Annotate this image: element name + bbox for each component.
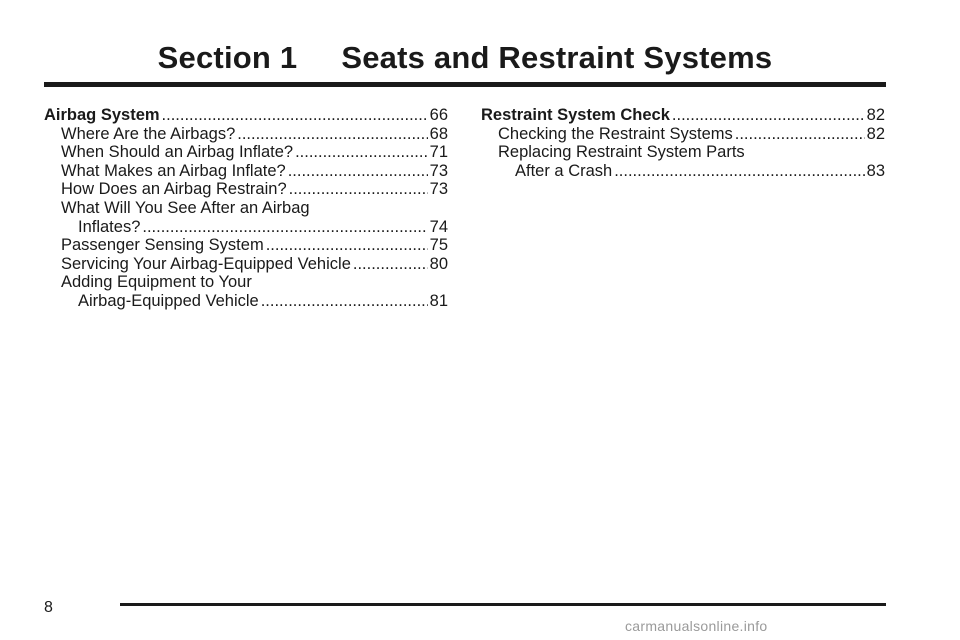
toc-page-number: 74 [429,217,448,236]
toc-entry-label: Where Are the Airbags? [61,124,236,143]
toc-entry-what-will-you-see-line1[interactable]: What Will You See After an Airbag [61,198,310,217]
toc-page-number: 68 [429,124,448,143]
dot-leader [735,125,865,144]
dot-leader [672,106,865,125]
toc-entry-label: What Makes an Airbag Inflate? [61,161,286,180]
footer-rule [120,603,886,606]
toc-entry-airbag-system[interactable] [44,106,448,125]
toc-entry-adding-equipment[interactable] [44,292,448,311]
toc-entry-label: Airbag System [44,106,160,124]
page-number: 8 [44,599,53,616]
toc-entry-label: Passenger Sensing System [61,236,264,255]
dot-leader [295,143,428,162]
dot-leader [162,106,428,125]
toc-entry-servicing-vehicle[interactable] [44,255,448,274]
dot-leader [237,125,427,144]
toc-entry-label: Checking the Restraint Systems [498,124,733,143]
toc-page-number: 82 [866,124,885,143]
toc-entry-checking-restraint[interactable] [481,125,885,144]
toc-entry-label: When Should an Airbag Inflate? [61,143,294,162]
toc-entry-adding-equipment-line1[interactable]: Adding Equipment to Your [61,273,252,292]
toc-page-number: 80 [429,254,448,273]
section-title: Section 1 Seats and Restraint Systems [157,40,773,75]
header-rule [44,82,886,87]
toc-entry-label: How Does an Airbag Restrain? [61,180,287,199]
toc-entry-when-should-inflate[interactable] [44,143,448,162]
toc-page-number: 73 [429,161,448,180]
toc-entry-label: Airbag-Equipped Vehicle [78,291,259,310]
dot-leader [261,292,428,311]
toc-page-number: 73 [429,180,448,199]
toc-entry-how-does-restrain[interactable] [44,180,448,199]
toc-entry-label: After a Crash [515,161,613,180]
toc-entry-where-are-airbags[interactable] [44,125,448,144]
toc-entry-label: Restraint System Check [481,106,670,124]
toc-left-column [44,106,448,311]
toc-entry-replacing-parts[interactable] [481,162,885,181]
toc-page-number: 83 [866,161,885,180]
toc-page-number: 66 [429,106,448,124]
toc-entry-restraint-system-check[interactable] [481,106,885,125]
toc-page-number: 71 [429,143,448,162]
dot-leader [266,236,428,255]
dot-leader [142,218,427,237]
toc-page-number: 82 [866,106,885,124]
toc-entry-what-makes-inflate[interactable] [44,162,448,181]
toc-entry-what-will-you-see[interactable] [44,218,448,237]
watermark: carmanualsonline.info [625,618,768,634]
toc-entry-label: Servicing Your Airbag-Equipped Vehicle [61,254,351,273]
toc-page-number: 81 [429,291,448,310]
toc-page-number: 75 [429,236,448,255]
toc-right-column [481,106,885,180]
dot-leader [288,162,428,181]
dot-leader [289,180,428,199]
toc-entry-passenger-sensing[interactable] [44,236,448,255]
toc-entry-replacing-parts-line1[interactable]: Replacing Restraint System Parts [498,143,745,162]
toc-entry-label: Inflates? [78,217,141,236]
dot-leader [353,255,428,274]
dot-leader [614,162,864,181]
